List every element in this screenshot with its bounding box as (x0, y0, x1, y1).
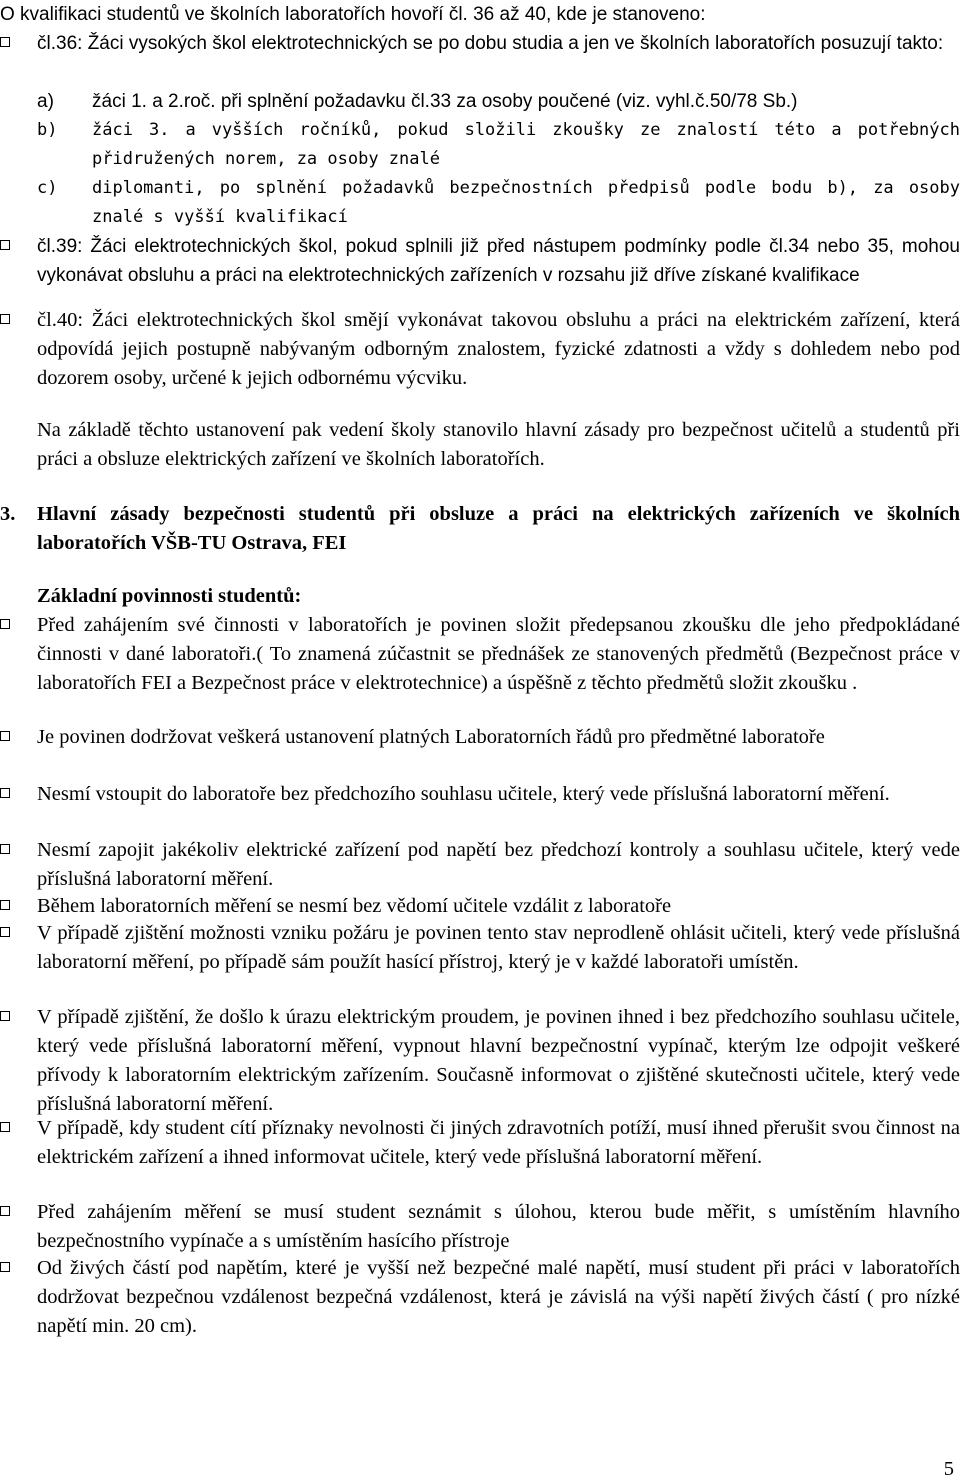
article-36-item-b (37, 116, 960, 174)
section-title: Hlavní zásady bezpečnosti studentů při obsluze a práci na elektrických zařízeních ve školních laboratořích VŠB-TU Ostrava, FEI (37, 503, 960, 554)
duty-text: Nesmí zapojit jakékoliv elektrické zařízení pod napětí bez předchozí kontroly a souhlasu učitele, který vede příslušná laboratorní měření. (37, 839, 960, 890)
duty-text: V případě, kdy student cítí příznaky nevolnosti či jiných zdravotních potíží, musí ihned přerušit svou činnost na elektrickém zařízení a ihned informovat učitele, který vede příslušná laboratorní měření. (37, 1117, 960, 1168)
item-label: b) (37, 120, 58, 140)
article-39 (0, 232, 960, 290)
item-label: a) (37, 91, 54, 112)
duty-item (0, 836, 960, 894)
duty-item (0, 611, 960, 698)
duty-item (0, 1198, 960, 1256)
closing-paragraph: Na základě těchto ustanovení pak vedení školy stanovilo hlavní zásady pro bezpečnost učitelů a studentů při práci a obsluze elektrických zařízení ve školních laboratořích. (37, 419, 960, 470)
article-40-text: čl.40: Žáci elektrotechnických škol smějí vykonávat takovou obsluhu a práci na elektrickém zařízení, která odpovídá jejich postupně nabývaným odborným znalostem, fyzické zdatnosti a vždy s dohledem nebo pod dozorem osoby, určené k jejich odbornému výcviku. (37, 309, 960, 389)
duty-text: Před zahájením své činnosti v laboratořích je povinen složit předepsanou zkoušku dle jeho předpokládané činnosti v dané laboratoři.( To znamená zúčastnit se přednášek ze stanovených předmětů (Bezpečnost práce v laboratořích FEI a Bezpečnost práce v elektrotechnice) a úspěšně z těchto předmětů složit zkoušku . (37, 614, 960, 694)
item-text: žáci 1. a 2.roč. při splnění požadavku čl.33 za osoby poučené (viz. vyhl.č.50/78 Sb.) (92, 91, 798, 112)
article-39-text: čl.39: Žáci elektrotechnických škol, pokud splnili již před nástupem podmínky podle čl.34 nebo 35, mohou vykonávat obsluhu a práci na elektrotechnických zařízeních v rozsahu již dříve získané kvalifikace (37, 236, 960, 286)
item-text: diplomanti, po splnění požadavků bezpečnostních předpisů podle bodu b), za osoby znalé s vyšší kvalifikací (92, 178, 960, 227)
section-heading (0, 500, 960, 558)
article-40 (0, 306, 960, 393)
checkbox-bullet-icon (0, 1011, 10, 1021)
duty-text: Nesmí vstoupit do laboratoře bez předchozího souhlasu učitele, který vede příslušná laboratorní měření. (37, 783, 890, 805)
item-label: c) (37, 178, 58, 198)
duty-item (0, 892, 960, 921)
checkbox-bullet-icon (0, 1206, 10, 1216)
checkbox-bullet-icon (0, 900, 10, 910)
duty-item (0, 723, 960, 752)
article-36-item-c (37, 174, 960, 232)
checkbox-bullet-icon (0, 619, 10, 629)
duty-text: Od živých částí pod napětím, které je vyšší než bezpečné malé napětí, musí student při práci v laboratořích dodržovat bezpečnou vzdálenost bezpečná vzdálenost, která je závislá na výši napětí živých částí ( pro nízké napětí min. 20 cm). (37, 1257, 960, 1337)
checkbox-bullet-icon (0, 240, 10, 250)
duty-item (0, 780, 960, 809)
intro-text: O kvalifikaci studentů ve školních laboratořích hovoří čl. 36 až 40, kde je stanoveno: (0, 4, 706, 25)
duty-text: Je povinen dodržovat veškerá ustanovení platných Laboratorních řádů pro předmětné laboratoře (37, 726, 825, 748)
item-text: žáci 3. a vyšších ročníků, pokud složili zkoušky ze znalostí této a potřebných přidružených norem, za osoby znalé (92, 120, 960, 169)
checkbox-bullet-icon (0, 788, 10, 798)
duty-text: Před zahájením měření se musí student seznámit s úlohou, kterou bude měřit, s umístěním hlavního bezpečnostního vypínače a s umístěním hasícího přístroje (37, 1201, 960, 1252)
page-number: 5 (943, 1458, 954, 1480)
checkbox-bullet-icon (0, 844, 10, 854)
duty-item (0, 919, 960, 977)
checkbox-bullet-icon (0, 37, 10, 47)
section-number: 3. (0, 503, 16, 525)
duty-text: V případě zjištění možnosti vzniku požáru je povinen tento stav neprodleně ohlásit učiteli, který vede příslušná laboratorní měření, po případě sám použít hasící přístroj, který je v každé laboratoři umístěn. (37, 922, 960, 973)
duty-text: Během laboratorních měření se nesmí bez vědomí učitele vzdálit z laboratoře (37, 895, 672, 917)
subheading: Základní povinnosti studentů: (37, 585, 302, 607)
duty-text: V případě zjištění, že došlo k úrazu elektrickým proudem, je povinen ihned i bez předchozího souhlasu učitele, který vede příslušná laboratorní měření, vypnout hlavní bezpečnostní vypínač, kterým lze odpojit veškeré přívody k laboratorním elektrickým zařízením. Současně informovat o zjištěné skutečnosti učitele, který vede příslušná laboratorní měření. (37, 1006, 960, 1115)
article-36-item-a (37, 87, 960, 116)
article-36 (0, 29, 960, 58)
checkbox-bullet-icon (0, 927, 10, 937)
article-36-text: čl.36: Žáci vysokých škol elektrotechnických se po dobu studia a jen ve školních laboratořích posuzují takto: (37, 33, 944, 54)
checkbox-bullet-icon (0, 731, 10, 741)
duty-item (0, 1114, 960, 1172)
checkbox-bullet-icon (0, 314, 10, 324)
checkbox-bullet-icon (0, 1122, 10, 1132)
duty-item (0, 1003, 960, 1119)
duty-item (0, 1254, 960, 1341)
checkbox-bullet-icon (0, 1262, 10, 1272)
